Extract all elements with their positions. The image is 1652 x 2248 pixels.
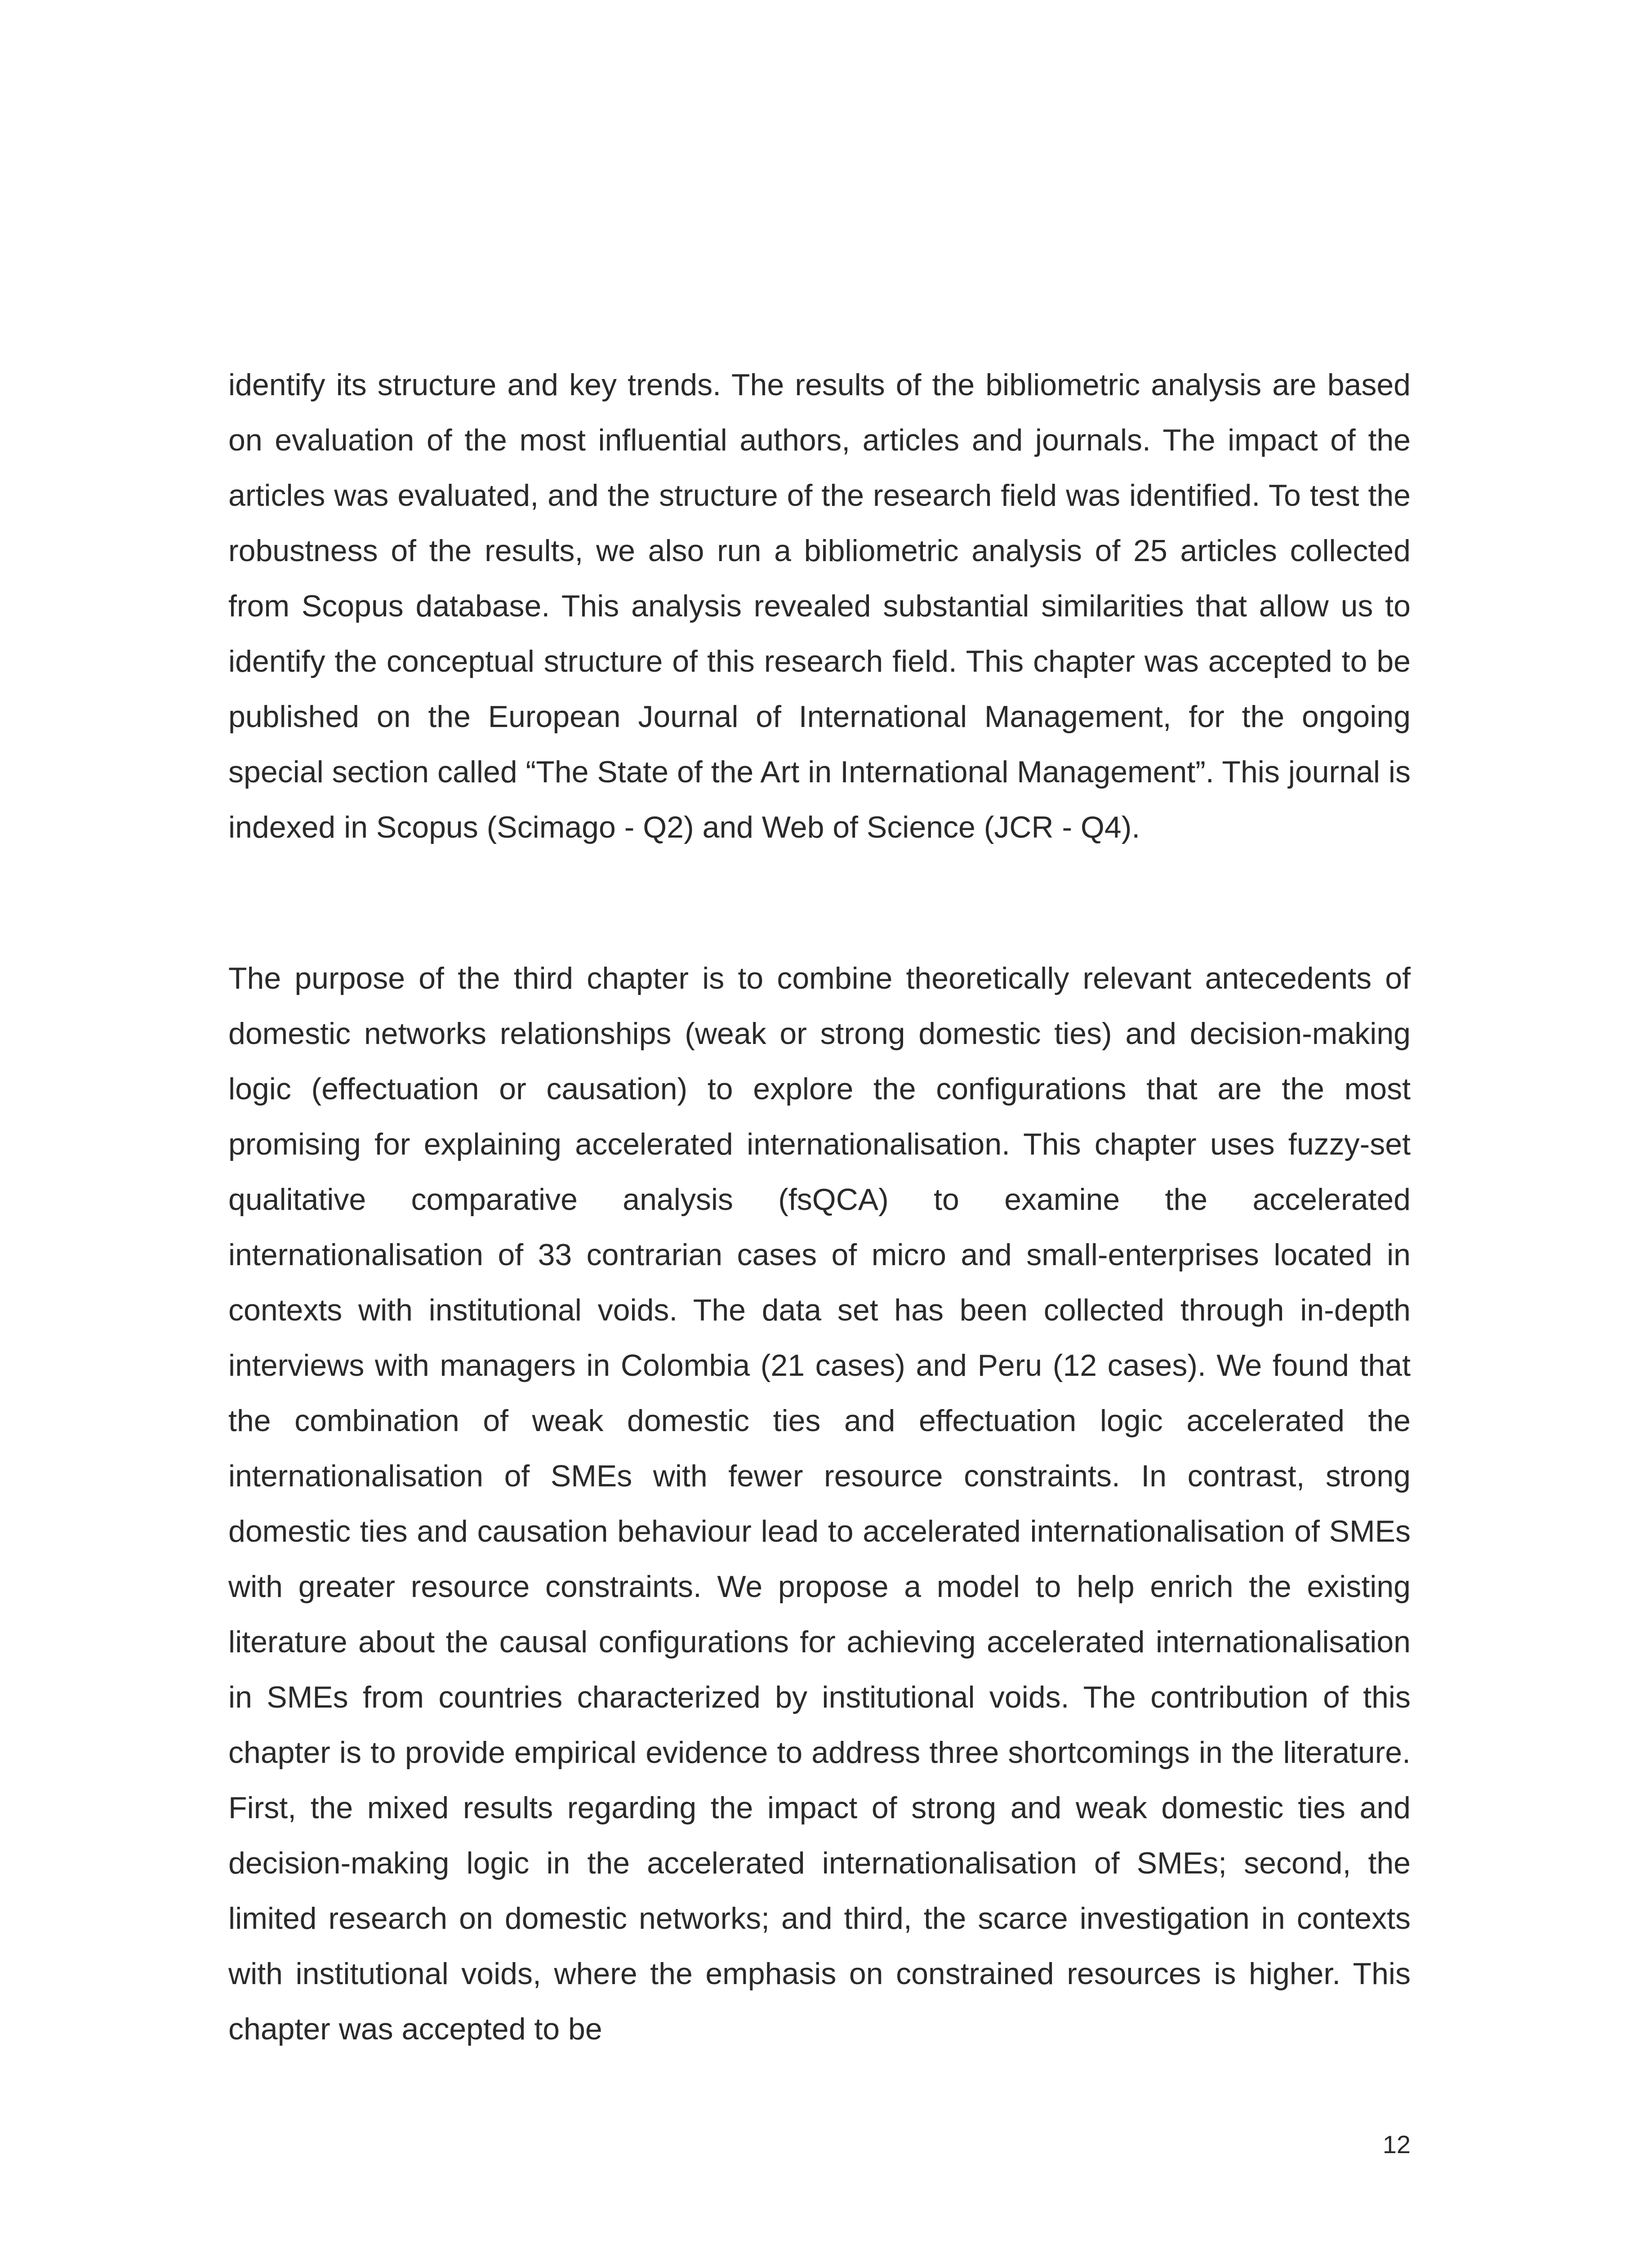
body-paragraph-1: identify its structure and key trends. The results of the bibliometric analysis are based on evaluation of the most influential authors, articles and journals. The impact of the articles was evaluated, and the structure of the research field was identified. To test the robustness of the results, we also run a bibliometric analysis of 25 articles collected from Scopus database. This analysis revealed substantial similarities that allow us to identify the conceptual structure of this research field. This chapter was accepted to be published on the European Journal of International Management, for the ongoing special section called “The State of the Art in International Management”. This journal is indexed in Scopus (Scimago - Q2) and Web of Science (JCR - Q4). bbox=[228, 368, 1411, 844]
body-paragraph-2: The purpose of the third chapter is to combine theoretically relevant antecedents of domestic networks relationships (weak or strong domestic ties) and decision-making logic (effectuation or causation) to explore the configurations that are the most promising for explaining accelerated internationalisation. This chapter uses fuzzy-set qualitative comparative analysis (fsQCA) to examine the accelerated internationalisation of 33 contrarian cases of micro and small-enterprises located in contexts with institutional voids. The data set has been collected through in-depth interviews with managers in Colombia (21 cases) and Peru (12 cases). We found that the combination of weak domestic ties and effectuation logic accelerated the internationalisation of SMEs with fewer resource constraints. In contrast, strong domestic ties and causation behaviour lead to accelerated internationalisation of SMEs with greater resource constraints. We propose a model to help enrich the existing literature about the causal configurations for achieving accelerated internationalisation in SMEs from countries characterized by institutional voids. The contribution of this chapter is to provide empirical evidence to address three shortcomings in the literature. First, the mixed results regarding the impact of strong and weak domestic ties and decision-making logic in the accelerated internationalisation of SMEs; second, the limited research on domestic networks; and third, the scarce investigation in contexts with institutional voids, where the emphasis on constrained resources is higher. This chapter was accepted to be bbox=[228, 961, 1411, 2046]
page-number: 12 bbox=[1382, 2130, 1411, 2159]
